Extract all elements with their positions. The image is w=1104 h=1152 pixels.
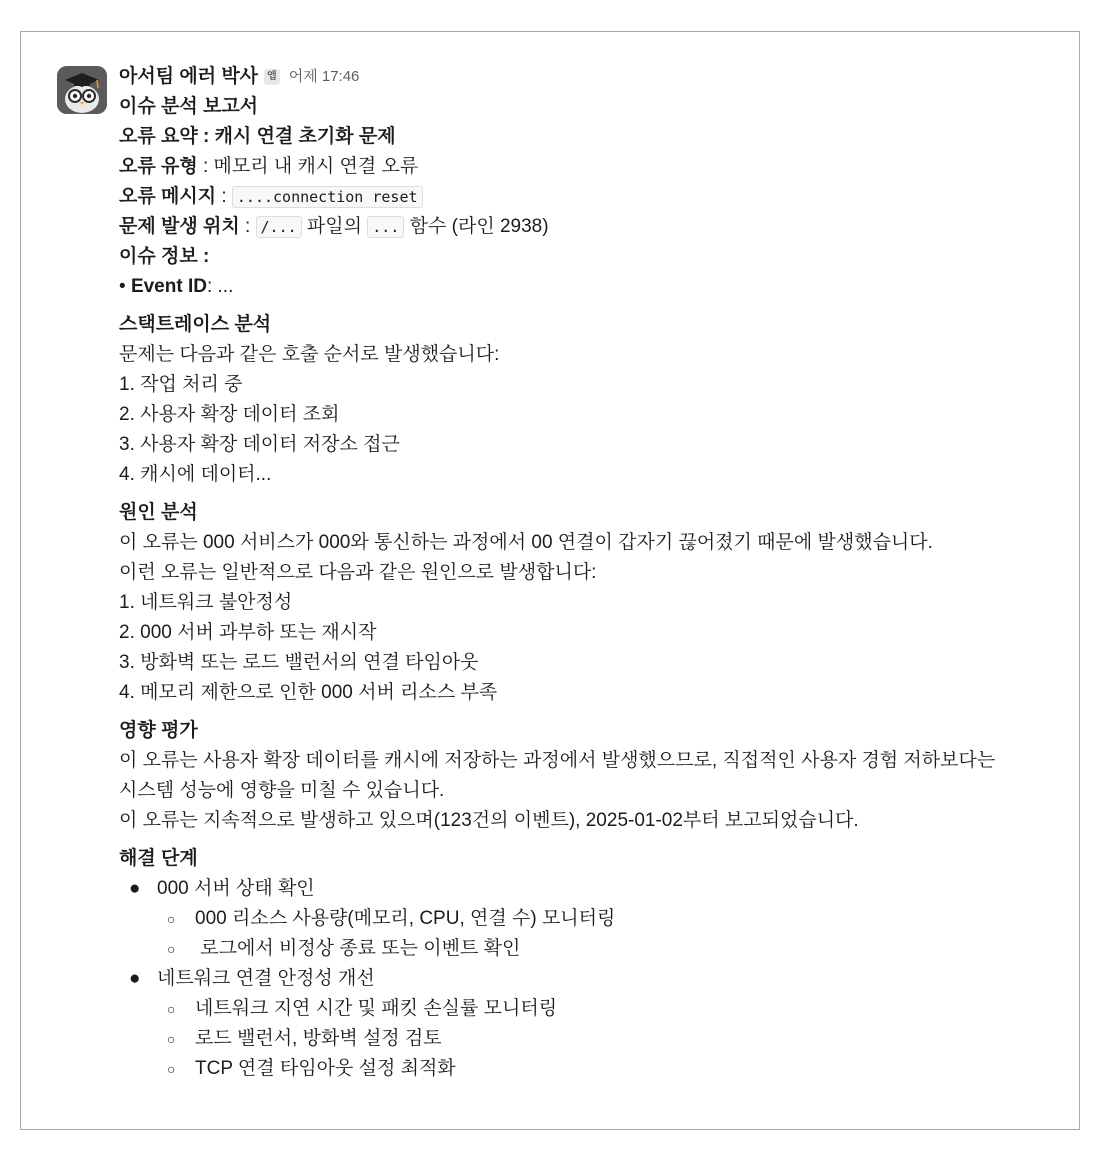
stacktrace-line: 2. 사용자 확장 데이터 조회 bbox=[119, 404, 340, 425]
cause-line: 이런 오류는 일반적으로 다음과 같은 원인으로 발생합니다: bbox=[119, 562, 597, 583]
resolution-subitem bbox=[119, 904, 1049, 934]
stacktrace-line: 4. 캐시에 데이터... bbox=[119, 464, 272, 485]
error-type bbox=[119, 152, 1049, 182]
function-name-code: ... bbox=[367, 216, 404, 238]
sub-bullet-icon: ○ bbox=[167, 1061, 176, 1077]
file-path-code: /... bbox=[256, 216, 302, 238]
sender-name[interactable]: 아서팀 에러 박사 bbox=[119, 66, 259, 87]
error-location-label: 문제 발생 위치 bbox=[119, 216, 240, 237]
error-message-label: 오류 메시지 bbox=[119, 186, 217, 207]
timestamp[interactable]: 어제 17:46 bbox=[288, 68, 360, 85]
cause-line: 3. 방화벽 또는 로드 밸런서의 연결 타임아웃 bbox=[119, 652, 479, 673]
error-message-code: ....connection reset bbox=[232, 186, 423, 208]
impact-line: 이 오류는 지속적으로 발생하고 있으며(123건의 이벤트), 2025-01-02부터 보고되었습니다. bbox=[119, 810, 859, 831]
cause-line: 2. 000 서버 과부하 또는 재시작 bbox=[119, 622, 377, 643]
event-id-value: : ... bbox=[206, 276, 234, 297]
message-header bbox=[119, 62, 1049, 92]
cause-heading: 원인 분석 bbox=[119, 502, 198, 523]
sub-bullet-icon: ○ bbox=[167, 941, 176, 957]
stacktrace-heading: 스택트레이스 분석 bbox=[119, 314, 272, 335]
sub-bullet-icon: ○ bbox=[167, 1031, 176, 1047]
bullet-icon: ● bbox=[129, 968, 141, 989]
resolution-subitem-text: TCP 연결 타임아웃 설정 최적화 bbox=[195, 1058, 456, 1079]
error-type-value: : 메모리 내 캐시 연결 오류 bbox=[197, 156, 419, 177]
resolution-subitem bbox=[119, 1054, 1049, 1084]
resolution-subitem-text: 000 리소스 사용량(메모리, CPU, 연결 수) 모니터링 bbox=[195, 908, 616, 929]
location-tail-text: 함수 (라인 2938) bbox=[404, 216, 549, 237]
issue-info-label: 이슈 정보 : bbox=[119, 246, 210, 267]
event-bullet: • bbox=[119, 276, 126, 297]
resolution-subitem bbox=[119, 994, 1049, 1024]
bullet-icon: ● bbox=[129, 878, 141, 899]
cause-line: 1. 네트워크 불안정성 bbox=[119, 592, 293, 613]
resolution-subitem-text: 네트워크 지연 시간 및 패킷 손실률 모니터링 bbox=[195, 998, 558, 1019]
cause-line: 이 오류는 000 서비스가 000와 통신하는 과정에서 00 연결이 갑자기 끊어졌기 때문에 발생했습니다. bbox=[119, 532, 933, 553]
stacktrace-line: 문제는 다음과 같은 호출 순서로 발생했습니다: bbox=[119, 344, 500, 365]
sub-bullet-icon: ○ bbox=[167, 1001, 176, 1017]
resolution-item-text: 000 서버 상태 확인 bbox=[157, 878, 315, 899]
resolution-heading: 해결 단계 bbox=[119, 848, 198, 869]
message-body bbox=[119, 62, 1049, 1084]
cause-line: 4. 메모리 제한으로 인한 000 서버 리소스 부족 bbox=[119, 682, 498, 703]
error-location bbox=[119, 212, 1049, 242]
stacktrace-line: 3. 사용자 확장 데이터 저장소 접근 bbox=[119, 434, 400, 455]
resolution-item-text: 네트워크 연결 안정성 개선 bbox=[157, 968, 375, 989]
resolution-item bbox=[119, 964, 1049, 994]
impact-line: 시스템 성능에 영향을 미칠 수 있습니다. bbox=[119, 780, 445, 801]
resolution-item bbox=[119, 874, 1049, 904]
stacktrace-line: 1. 작업 처리 중 bbox=[119, 374, 243, 395]
error-type-label: 오류 유형 bbox=[119, 156, 198, 177]
resolution-subitem-text: 로그에서 비정상 종료 또는 이벤트 확인 bbox=[195, 938, 521, 959]
error-message bbox=[119, 182, 1049, 212]
owl-icon bbox=[57, 66, 107, 114]
location-mid-text: 파일의 bbox=[301, 216, 368, 237]
report-title: 이슈 분석 보고서 bbox=[119, 96, 259, 117]
sub-bullet-icon: ○ bbox=[167, 911, 176, 927]
impact-line: 이 오류는 사용자 확장 데이터를 캐시에 저장하는 과정에서 발생했으므로, 직접적인 사용자 경험 저하보다는 bbox=[119, 750, 996, 771]
impact-heading: 영향 평가 bbox=[119, 720, 198, 741]
error-summary: 오류 요약 : 캐시 연결 초기화 문제 bbox=[119, 126, 396, 147]
event-id-line bbox=[119, 272, 1049, 302]
app-badge: 앱 bbox=[264, 69, 280, 85]
bot-avatar[interactable] bbox=[57, 66, 107, 114]
resolution-subitem bbox=[119, 1024, 1049, 1054]
event-id-label: Event ID bbox=[130, 276, 207, 297]
resolution-subitem-text: 로드 밸런서, 방화벽 설정 검토 bbox=[195, 1028, 442, 1049]
resolution-subitem bbox=[119, 934, 1049, 964]
error-location-sep: : bbox=[239, 216, 256, 237]
error-message-sep: : bbox=[216, 186, 232, 207]
